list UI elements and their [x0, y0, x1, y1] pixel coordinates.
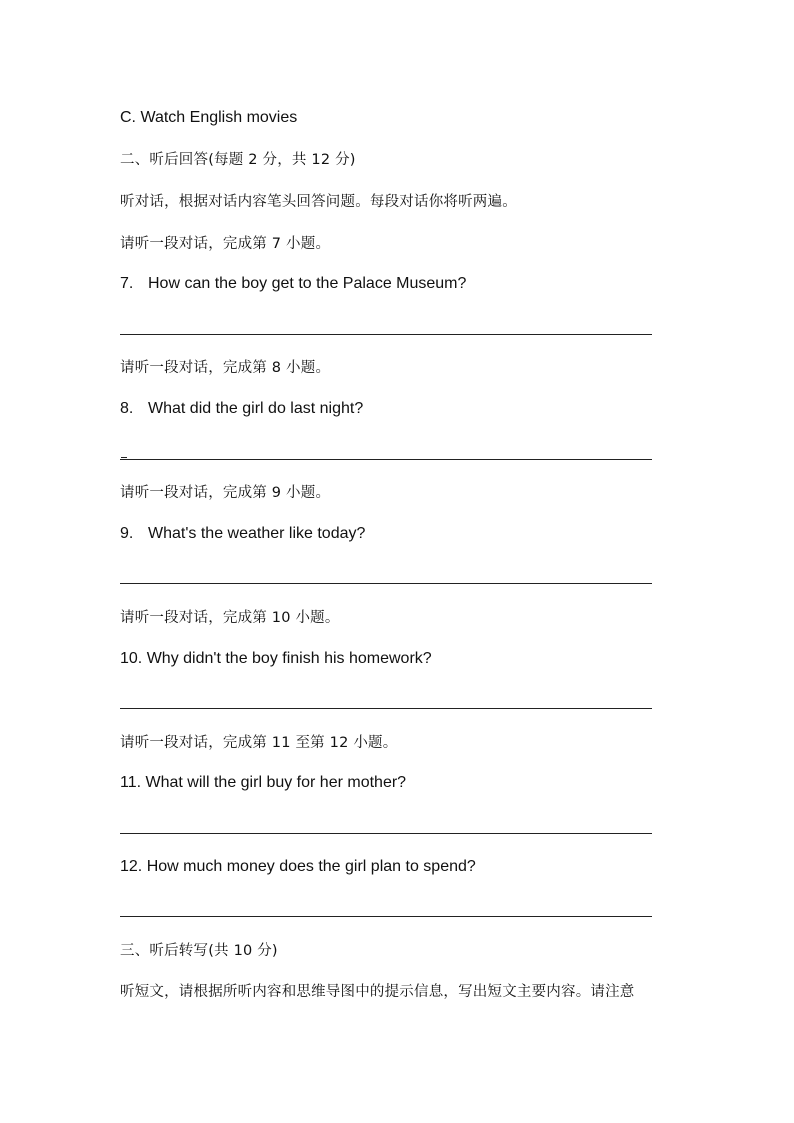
- section-2-heading: 二、听后回答(每题 2 分，共 12 分): [120, 152, 356, 168]
- question-number: 10.: [120, 650, 143, 667]
- question-number: 7.: [120, 275, 134, 292]
- question-9: [120, 523, 365, 545]
- question-text: How can the boy get to the Palace Museum?: [148, 275, 467, 292]
- question-text: What did the girl do last night?: [148, 400, 364, 417]
- section-2-instruction: 听对话，根据对话内容笔头回答问题。每段对话你将听两遍。: [120, 194, 517, 210]
- answer-line-8[interactable]: [120, 459, 652, 460]
- question-number: 11.: [120, 774, 142, 791]
- answer-line-7[interactable]: [120, 334, 652, 335]
- section-3-instruction: 听短文，请根据所听内容和思维导图中的提示信息，写出短文主要内容。请注意: [120, 984, 635, 1000]
- question-7: [120, 273, 466, 295]
- answer-line-10[interactable]: [120, 708, 652, 709]
- option-c: C. Watch English movies: [120, 109, 298, 126]
- question-text: Why didn't the boy finish his homework?: [146, 650, 432, 667]
- question-8: [120, 398, 363, 420]
- dialogue-prompt-11-12: 请听一段对话，完成第 11 至第 12 小题。: [120, 735, 398, 751]
- dialogue-prompt-7: 请听一段对话，完成第 7 小题。: [120, 236, 331, 252]
- question-10: [120, 648, 432, 670]
- question-12: [120, 856, 476, 878]
- question-text: What's the weather like today?: [148, 525, 366, 542]
- question-text: How much money does the girl plan to spend?: [146, 858, 476, 875]
- dialogue-prompt-8: 请听一段对话，完成第 8 小题。: [120, 360, 331, 376]
- stray-mark: [121, 457, 127, 458]
- question-number: 12.: [120, 858, 143, 875]
- question-11: [120, 772, 406, 794]
- dialogue-prompt-10: 请听一段对话，完成第 10 小题。: [120, 610, 340, 626]
- question-text: What will the girl buy for her mother?: [145, 774, 407, 791]
- section-3-heading: 三、听后转写(共 10 分): [120, 943, 278, 959]
- answer-line-12[interactable]: [120, 916, 652, 917]
- answer-line-9[interactable]: [120, 583, 652, 584]
- dialogue-prompt-9: 请听一段对话，完成第 9 小题。: [120, 485, 331, 501]
- question-number: 9.: [120, 525, 134, 542]
- question-number: 8.: [120, 400, 134, 417]
- answer-line-11[interactable]: [120, 833, 652, 834]
